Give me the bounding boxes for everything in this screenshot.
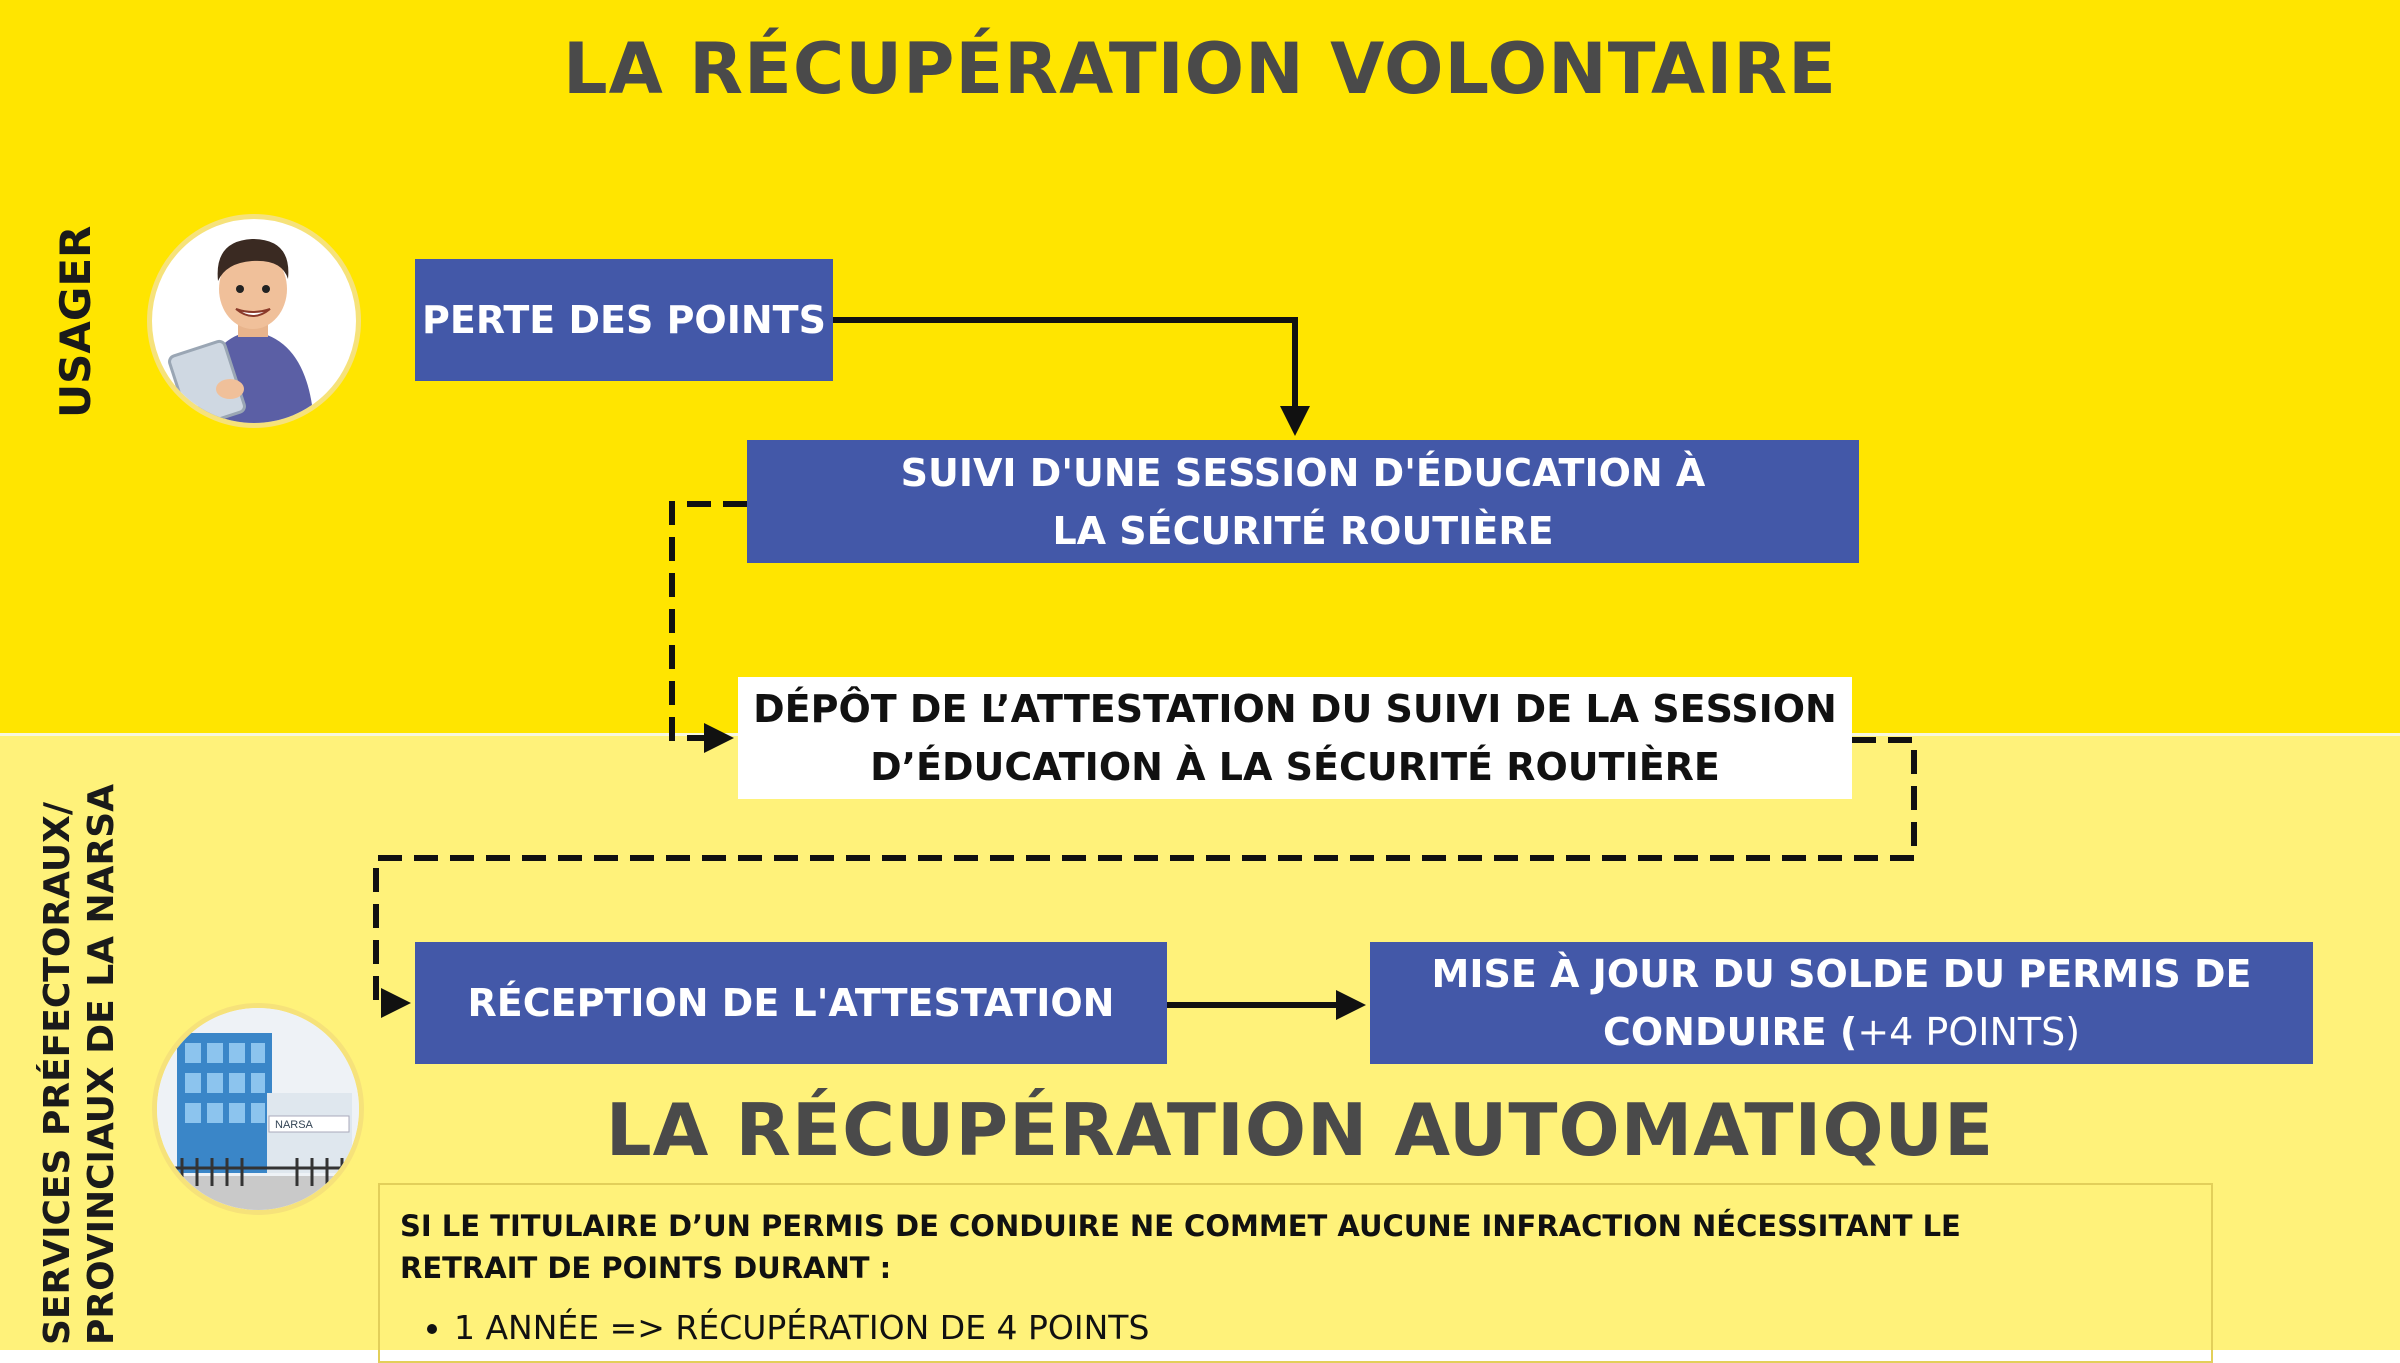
step-certificate-deposit [738, 677, 1852, 799]
building-sign-text: NARSA [275, 1119, 313, 1131]
lane-label-user: USAGER [51, 225, 100, 418]
voluntary-title: LA RÉCUPÉRATION VOLONTAIRE [562, 28, 1837, 110]
automatic-conditions-list [400, 1305, 2191, 1351]
automatic-condition-item: • 1 ANNÉE => RÉCUPÉRATION DE 4 POINTS [454, 1305, 2191, 1351]
step-balance-update-line2-points: +4 POINTS) [1857, 1010, 2081, 1054]
automatic-condition-text: SI LE TITULAIRE D’UN PERMIS DE CONDUIRE NE COMMET AUCUNE INFRACTION NÉCESSITANT LE RETRAIT DE POINTS DURANT : [400, 1209, 1961, 1285]
step-education-session [747, 440, 1859, 563]
step-points-loss [415, 259, 833, 381]
lane-label-services-line2: PROVINCIAUX DE LA NARSA [81, 783, 122, 1345]
step-balance-update-line1: MISE À JOUR DU SOLDE DU PERMIS DE [1431, 952, 2252, 996]
step-certificate-reception [415, 942, 1167, 1064]
step-education-session-line1: SUIVI D'UNE SESSION D'ÉDUCATION À [900, 450, 1706, 495]
step-balance-update [1370, 942, 2313, 1064]
automatic-title: LA RÉCUPÉRATION AUTOMATIQUE [605, 1088, 1995, 1172]
step-balance-update-line2-bold: CONDUIRE ( [1602, 1010, 1858, 1054]
automatic-conditions-box [378, 1183, 2213, 1363]
step-certificate-reception-label: RÉCEPTION DE L'ATTESTATION [467, 981, 1115, 1025]
arrow-loss-to-session [833, 320, 1295, 430]
step-points-loss-label: PERTE DES POINTS [422, 298, 826, 342]
lane-label-services-line1: SERVICES PRÉFECTORAUX/ [37, 801, 78, 1345]
step-certificate-deposit-line2: D’ÉDUCATION À LA SÉCURITÉ ROUTIÈRE [870, 745, 1720, 789]
arrow-session-to-deposit [672, 504, 747, 738]
step-certificate-deposit-line1: DÉPÔT DE L’ATTESTATION DU SUIVI DE LA SESSION [753, 687, 1837, 731]
step-education-session-line2: LA SÉCURITÉ ROUTIÈRE [1052, 508, 1554, 553]
